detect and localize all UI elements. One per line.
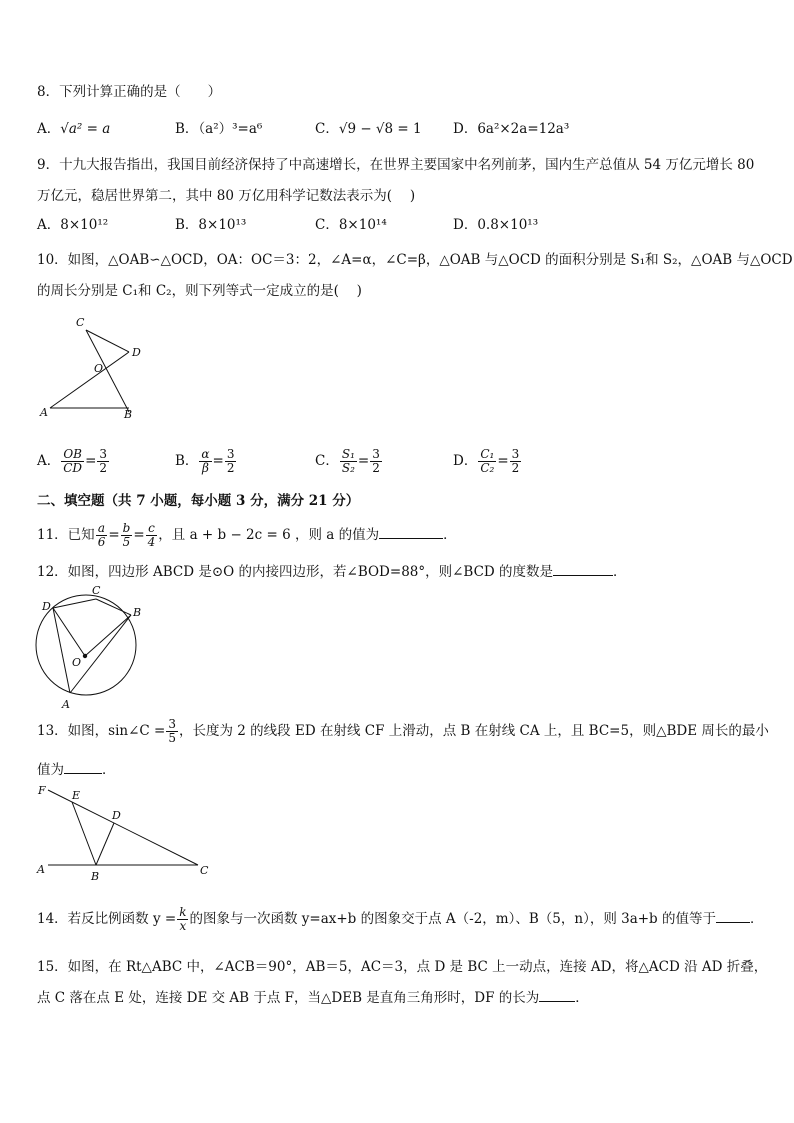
q10-option-c: C． $\frac{\text{S₁}}{\text{S₂}}$ = $\frac{3}{2}$ [315, 447, 380, 475]
q13-segment-eb [72, 802, 96, 865]
q13-label-b: B [91, 870, 100, 883]
q15-line1: 15．如图，在 Rt△ABC 中，∠ACB＝90°，AB＝5，AC＝3，点 D 是 BC 上一动点，连接 AD，将△ACD 沿 AD 折叠， [37, 959, 768, 975]
q10-label-d: D [132, 346, 141, 359]
q10-figure [36, 312, 156, 422]
q8-option-c-expr: √9 − √8 = 1 [338, 121, 422, 137]
q10-line1: 10．如图，△OAB∽△OCD，OA：OC＝3：2，∠A=α，∠C=β，△OAB 与△OCD 的面积分别是 S₁和 S₂，△OAB 与△OCD [37, 252, 793, 268]
q12-segment-dc [53, 599, 96, 608]
q13-label-f: F [38, 784, 46, 797]
q15-answer-blank[interactable] [539, 989, 575, 1002]
q12-label-d: D [42, 600, 51, 613]
q12-label-o: O [72, 656, 82, 669]
q14-answer-blank[interactable] [716, 910, 750, 923]
q10-label-o: O [94, 362, 104, 375]
q13-label-a: A [37, 863, 45, 876]
q12-answer-blank[interactable] [553, 563, 613, 576]
q13-ray-cf [48, 790, 198, 865]
q8-option-b: B．（a²）³=a⁶ [175, 121, 263, 137]
q10-segment-ad [50, 352, 129, 408]
q9-line1: 9．十九大报告指出，我国目前经济保持了中高速增长，在世界主要国家中名列前茅，国内生产总值从 54 万亿元增长 80 [37, 157, 755, 173]
q13-segment-db [96, 823, 114, 865]
q9-option-a: A．8×10¹² [37, 217, 109, 233]
q8-option-d: D．6a²×2a=12a³ [453, 121, 570, 137]
q8-option-a-expr: √a² = a [60, 121, 111, 137]
q10-label-a: A [40, 406, 48, 419]
q13-answer-blank[interactable] [64, 761, 102, 774]
q10-label-c: C [76, 316, 85, 329]
q10-segment-cd [86, 330, 129, 352]
q12-figure [32, 582, 152, 712]
q9-option-d: D．0.8×10¹³ [453, 217, 539, 233]
q10-option-a: A． $\frac{OB}{CD}$ = $\frac{3}{2}$ [37, 447, 108, 475]
q8-options [37, 117, 757, 141]
q12-center-dot [83, 654, 87, 658]
section-fill-in-blank-title: 二、填空题（共 7 小题，每小题 3 分，满分 21 分） [37, 493, 360, 509]
q12-segment-cb [96, 599, 131, 615]
q8-option-a: A．√a² = a [37, 121, 111, 137]
q10-label-b: B [124, 408, 133, 421]
q12-label-c: C [92, 584, 101, 597]
q15-line2: 点 C 落在点 E 处，连接 DE 交 AB 于点 F，当△DEB 是直角三角形时，DF 的长为 ． [37, 990, 589, 1006]
q11-line: 11．已知 $\frac{a}{6}$ = $\frac{b}{5}$ = $\frac{c}{4}$ ，且 a + b − 2c = 6 ，则 a 的值为 ． [37, 521, 457, 549]
q9-option-b: B．8×10¹³ [175, 217, 247, 233]
q12-line: 12．如图，四边形 ABCD 是⊙O 的内接四边形，若∠BOD=88°，则∠BCD 的度数是 ． [37, 564, 627, 580]
q10-line2: 的周长分别是 C₁和 C₂，则下列等式一定成立的是( ) [37, 283, 362, 299]
q9-options [37, 213, 757, 237]
q9-line2: 万亿元，稳居世界第二，其中 80 万亿用科学记数法表示为( ) [37, 188, 416, 204]
q12-label-a: A [62, 698, 70, 711]
q10-options [37, 446, 757, 476]
q13-line1: 13．如图，sin∠C = $\frac{3}{5}$ ，长度为 2 的线段 ED 在射线 CF 上滑动，点 B 在射线 CA 上，且 BC=5，则△BDE 周长的最小 [37, 717, 769, 745]
q13-label-d: D [112, 809, 121, 822]
q13-line2: 值为 ． [37, 762, 116, 778]
q10-option-d: D． $\frac{\text{C₁}}{\text{C₂}}$ = $\frac{3}{2}$ [453, 447, 520, 475]
q12-segment-ba [70, 615, 131, 693]
q9-option-c: C．8×10¹⁴ [315, 217, 387, 233]
q10-option-b: B． $\frac{\alpha}{\beta}$ = $\frac{3}{2}$ [175, 447, 235, 475]
q13-label-e: E [72, 789, 81, 802]
q14-line: 14．若反比例函数 y = $\frac{k}{x}$ 的图象与一次函数 y=ax+b 的图象交于点 A（-2，m）、B（5，n），则 3a+b 的值等于 ． [37, 905, 764, 933]
q13-label-c: C [200, 864, 209, 877]
q8-stem: 8．下列计算正确的是（ ） [37, 84, 222, 100]
q13-figure [34, 780, 224, 884]
q12-segment-ob [85, 615, 131, 656]
q11-answer-blank[interactable] [379, 526, 443, 539]
q12-label-b: B [133, 606, 142, 619]
q10-segment-cb [86, 330, 129, 412]
q8-option-c: C．√9 − √8 = 1 [315, 121, 422, 137]
